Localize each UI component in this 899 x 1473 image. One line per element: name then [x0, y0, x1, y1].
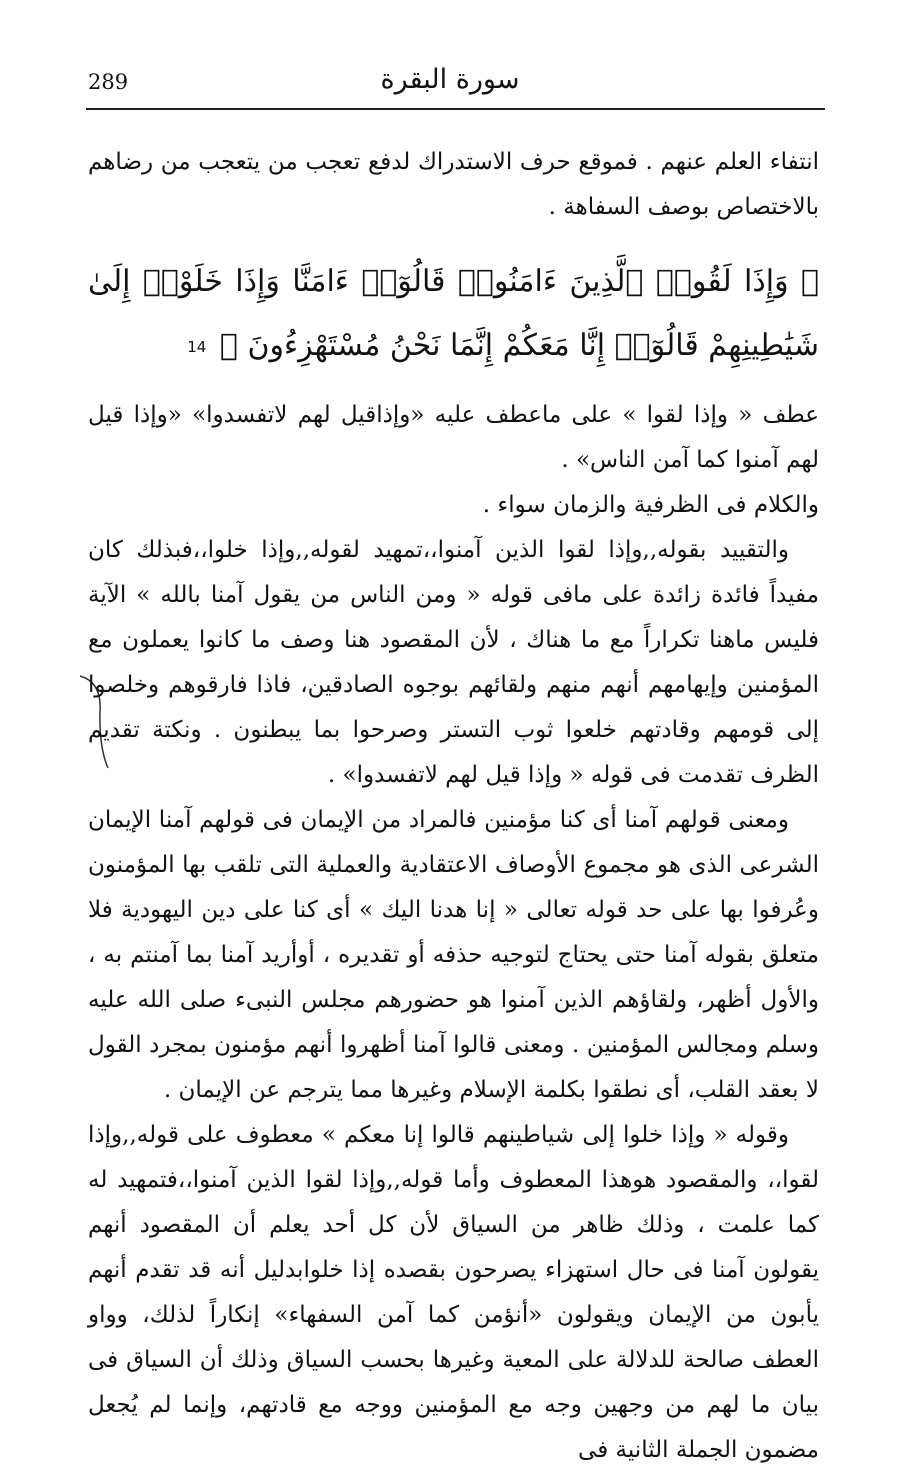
text-block: [88, 140, 819, 1473]
verse-number: 14: [187, 338, 207, 356]
paragraph-2: عطف « وإذا لقوا » على ماعطف عليه «وإذاقيل لهم لاتفسدوا» «وإذا قيل لهم آمنوا كما آمن الناس» .: [88, 402, 819, 473]
paragraph-5: ومعنى قولهم آمنا أى كنا مؤمنين فالمراد من الإيمان فى قولهم آمنا الإيمان الشرعى الذى هو مجموع الأوصاف الاعتقادية والعملية التى تلقب بها المؤمنون وعُرفوا بها على حد قوله تعالى « إنا هدنا اليك » أى كنا على دين اليهودية فلا متعلق بقوله آمنا حتى يحتاج لتوجيه حذفه أو تقديره ، أوأريد آمنا بما آمنتم به ، والأول أظهر، ولقاؤهم الذين آمنوا هو حضورهم مجلس النبىء صلى الله عليه وسلم ومجالس المؤمنين . ومعنى قالوا آمنا أظهروا أنهم مؤمنون بمجرد القول لا بعقد القلب، أى نطقوا بكلمة الإسلام وغيرها مما يترجم عن الإيمان .: [88, 807, 819, 1103]
verse-text: ﴿ وَإِذَا لَقُوا۟ ٱلَّذِينَ ءَامَنُوا۟ قَالُوٓا۟ ءَامَنَّا وَإِذَا خَلَوْا۟ إِلَىٰ شَيَٰطِينِهِمْ قَالُوٓا۟ إِنَّا مَعَكُمْ إِنَّمَا نَحْنُ مُسْتَهْزِءُونَ ﴾: [88, 264, 819, 363]
running-title: سورة البقرة: [380, 64, 520, 95]
quran-verse: [88, 250, 819, 379]
paragraph-6: وقوله « وإذا خلوا إلى شياطينهم قالوا إنا معكم » معطوف على قوله,,وإذا لقوا،، والمقصود هوهذا المعطوف وأما قوله,,وإذا لقوا الذين آمنوا،،فتمهيد له كما علمت ، وذلك ظاهر من السياق لأن كل أحد يعلم أن المقصود أنهم يقولون آمنا فى حال استهزاء يصرحون بقصده إذا خلوابدليل أنه قد تقدم أنهم يأبون من الإيمان ويقولون «أنؤمن كما آمن السفهاء» إنكاراً لذلك، وواو العطف صالحة للدلالة على المعية وغيرها بحسب السياق وذلك أن السياق فى بيان ما لهم من وجهين وجه مع المؤمنين ووجه مع قادتهم، وإنما لم يُجعل مضمون الجملة الثانية فى: [88, 1122, 819, 1463]
page-number: 289: [88, 70, 129, 94]
paragraph-1: انتفاء العلم عنهم . فموقع حرف الاستدراك لدفع تعجب من يتعجب من رضاهم بالاختصاص بوصف السفاهة .: [88, 149, 819, 220]
paragraph-3: والكلام فى الظرفية والزمان سواء .: [482, 492, 819, 518]
paragraph-4: والتقييد بقوله,,وإذا لقوا الذين آمنوا،،تمهيد لقوله,,وإذا خلوا،،فبذلك كان مفيداً فائدة زائدة على مافى قوله « ومن الناس من يقول آمنا بالله » الآية فليس ماهنا تكراراً مع ما هناك ، لأن المقصود هنا وصف ما كانوا يعملون مع المؤمنين وإيهامهم أنهم منهم ولقائهم بوجوه الصادقين، فاذا فارقوهم وخلصوا إلى قومهم وقادتهم خلعوا ثوب التستر وصرحوا بما يبطنون . ونكتة تقديم الظرف تقدمت فى قوله « وإذا قيل لهم لاتفسدوا» .: [88, 537, 819, 788]
header-rule: [86, 108, 825, 110]
